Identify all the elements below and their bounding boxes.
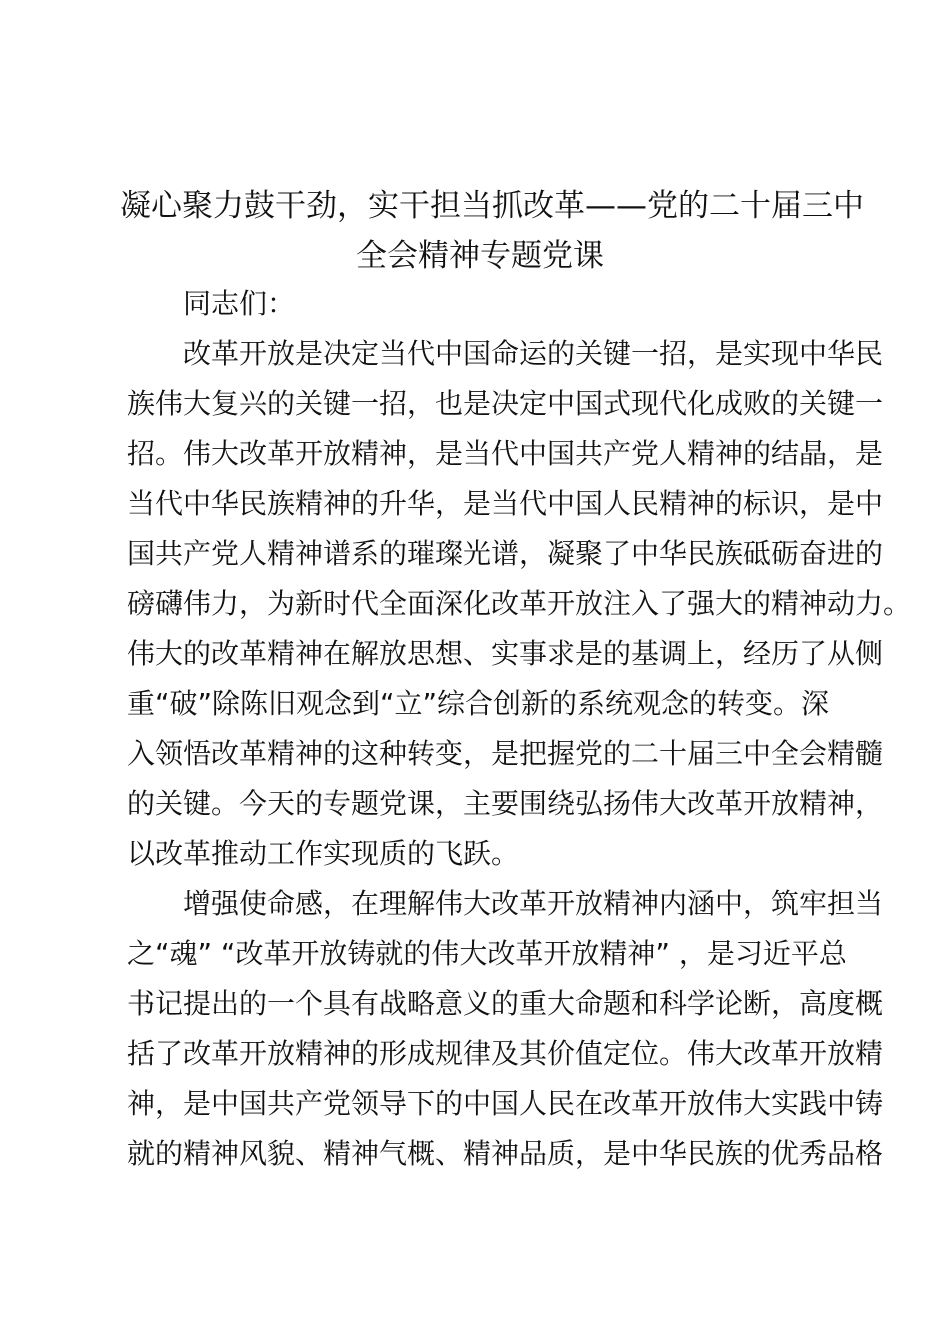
paragraph-1-line: 族伟大复兴的关键一招，也是决定中国式现代化成败的关键一 [127, 387, 884, 420]
paragraph-1-line: 伟大的改革精神在解放思想、实事求是的基调上，经历了从侧 [127, 637, 884, 670]
paragraph-2-line: 就的精神风貌、精神气概、精神品质，是中华民族的优秀品格 [127, 1137, 884, 1170]
paragraph-1-line: 磅礴伟力，为新时代全面深化改革开放注入了强大的精神动力。 [127, 587, 912, 620]
paragraph-2-line: 增强使命感，在理解伟大改革开放精神内涵中，筑牢担当 [183, 887, 884, 920]
paragraph-1-line: 的关键。今天的专题党课，主要围绕弘扬伟大改革开放精神， [127, 787, 884, 820]
paragraph-1-line: 入领悟改革精神的这种转变，是把握党的二十届三中全会精髓 [127, 737, 884, 770]
document-title-line-2: 全会精神专题党课 [356, 238, 604, 274]
salutation: 同志们： [183, 287, 296, 320]
paragraph-1-line: 以改革推动工作实现质的飞跃。 [127, 837, 520, 870]
paragraph-1-line: 改革开放是决定当代中国命运的关键一招，是实现中华民 [183, 337, 884, 370]
paragraph-2-line: 括了改革开放精神的形成规律及其价值定位。伟大改革开放精 [127, 1037, 884, 1070]
paragraph-2-line: 神，是中国共产党领导下的中国人民在改革开放伟大实践中铸 [127, 1087, 884, 1120]
paragraph-1-line: 当代中华民族精神的升华，是当代中国人民精神的标识，是中 [127, 487, 884, 520]
paragraph-1-line: 重“破”除陈旧观念到“立”综合创新的系统观念的转变。深 [127, 687, 830, 720]
paragraph-2-line: 之“魂” “改革开放铸就的伟大改革开放精神” ，是习近平总 [127, 937, 847, 970]
paragraph-2-line: 书记提出的一个具有战略意义的重大命题和科学论断，高度概 [127, 987, 884, 1020]
document-title-line-1: 凝心聚力鼓干劲，实干担当抓改革——党的二十届三中 [120, 188, 864, 224]
paragraph-1-line: 国共产党人精神谱系的璀璨光谱，凝聚了中华民族砥砺奋进的 [127, 537, 884, 570]
paragraph-1-line: 招。伟大改革开放精神，是当代中国共产党人精神的结晶，是 [127, 437, 884, 470]
